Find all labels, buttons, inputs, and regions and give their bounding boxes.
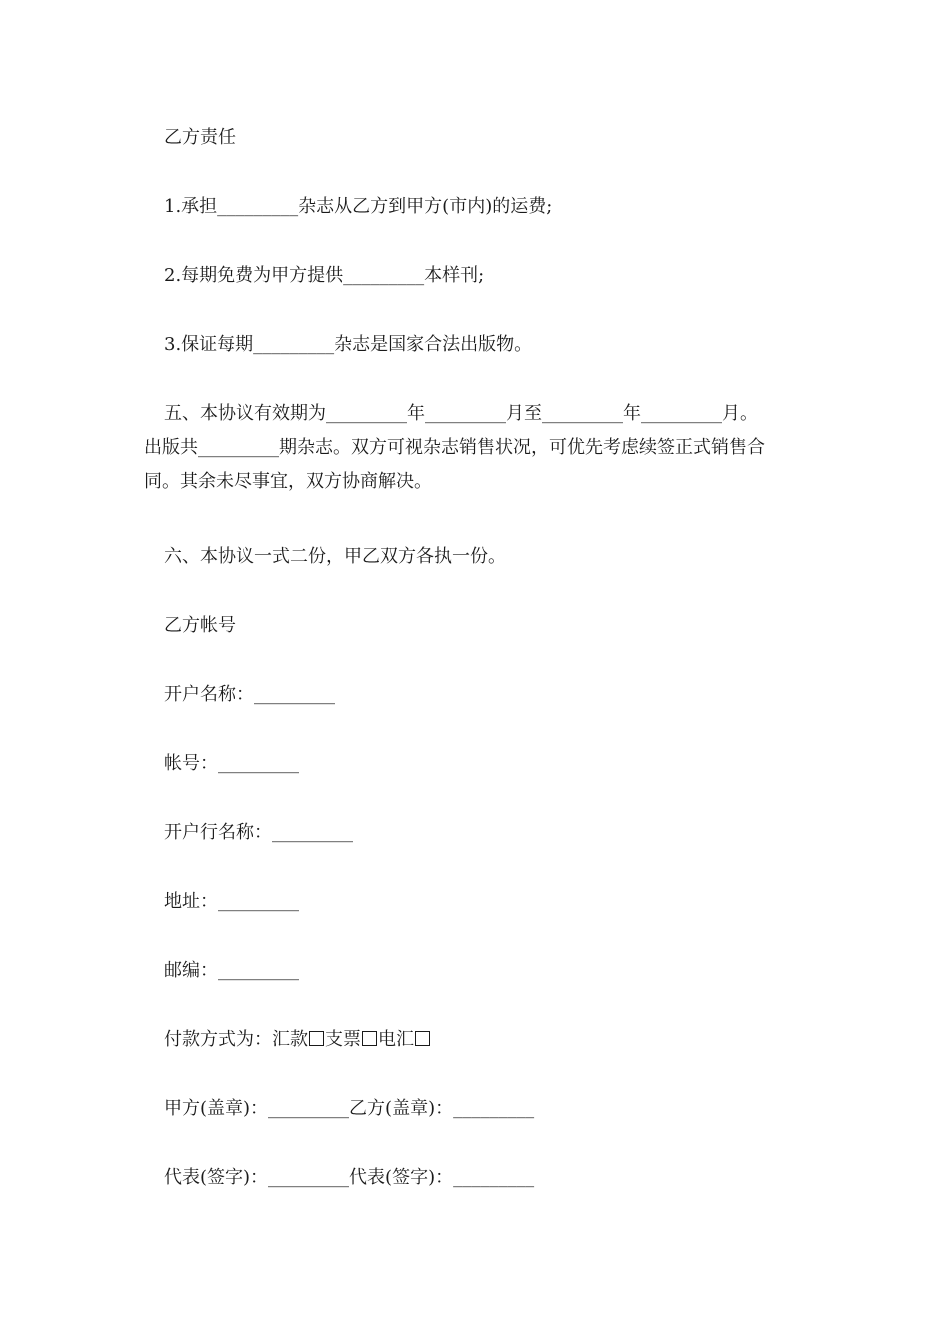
cheque-checkbox[interactable] bbox=[362, 1031, 377, 1046]
bank-name-field: 开户行名称：_________ bbox=[164, 822, 353, 843]
clause-5-line-3: 同。其余未尽事宜，双方协商解决。 bbox=[144, 471, 432, 492]
duty-item-2: 2.每期免费为甲方提供_________本样刊; bbox=[164, 265, 485, 286]
section-heading-yifang-duty: 乙方责任 bbox=[164, 127, 236, 148]
address-field: 地址：_________ bbox=[164, 891, 299, 912]
clause-5-line-1: 五、本协议有效期为_________年_________月至_________年_________月。 bbox=[164, 403, 758, 424]
postcode-field: 邮编：_________ bbox=[164, 960, 299, 981]
duty-item-3: 3.保证每期_________杂志是国家合法出版物。 bbox=[164, 334, 533, 355]
payment-option-remittance: 汇款 bbox=[272, 1029, 308, 1050]
payment-method-label: 付款方式为： bbox=[164, 1029, 272, 1050]
clause-5 bbox=[144, 403, 812, 493]
signature-line: 代表(签字)：_________代表(签字)：_________ bbox=[164, 1167, 535, 1188]
clause-6: 六、本协议一式二份，甲乙双方各执一份。 bbox=[164, 546, 506, 567]
remittance-checkbox[interactable] bbox=[309, 1031, 324, 1046]
wire-checkbox[interactable] bbox=[415, 1031, 430, 1046]
payment-option-cheque: 支票 bbox=[325, 1029, 361, 1050]
account-number-field: 帐号：_________ bbox=[164, 753, 299, 774]
account-name-field: 开户名称：_________ bbox=[164, 684, 335, 705]
account-heading: 乙方帐号 bbox=[164, 615, 236, 636]
duty-item-1: 1.承担_________杂志从乙方到甲方(市内)的运费; bbox=[164, 196, 553, 217]
payment-option-wire: 电汇 bbox=[378, 1029, 414, 1050]
clause-5-line-2: 出版共_________期杂志。双方可视杂志销售状况，可优先考虑续签正式销售合 bbox=[144, 437, 765, 458]
seal-line: 甲方(盖章)：_________乙方(盖章)：_________ bbox=[164, 1098, 535, 1119]
payment-method-line bbox=[144, 1029, 832, 1051]
